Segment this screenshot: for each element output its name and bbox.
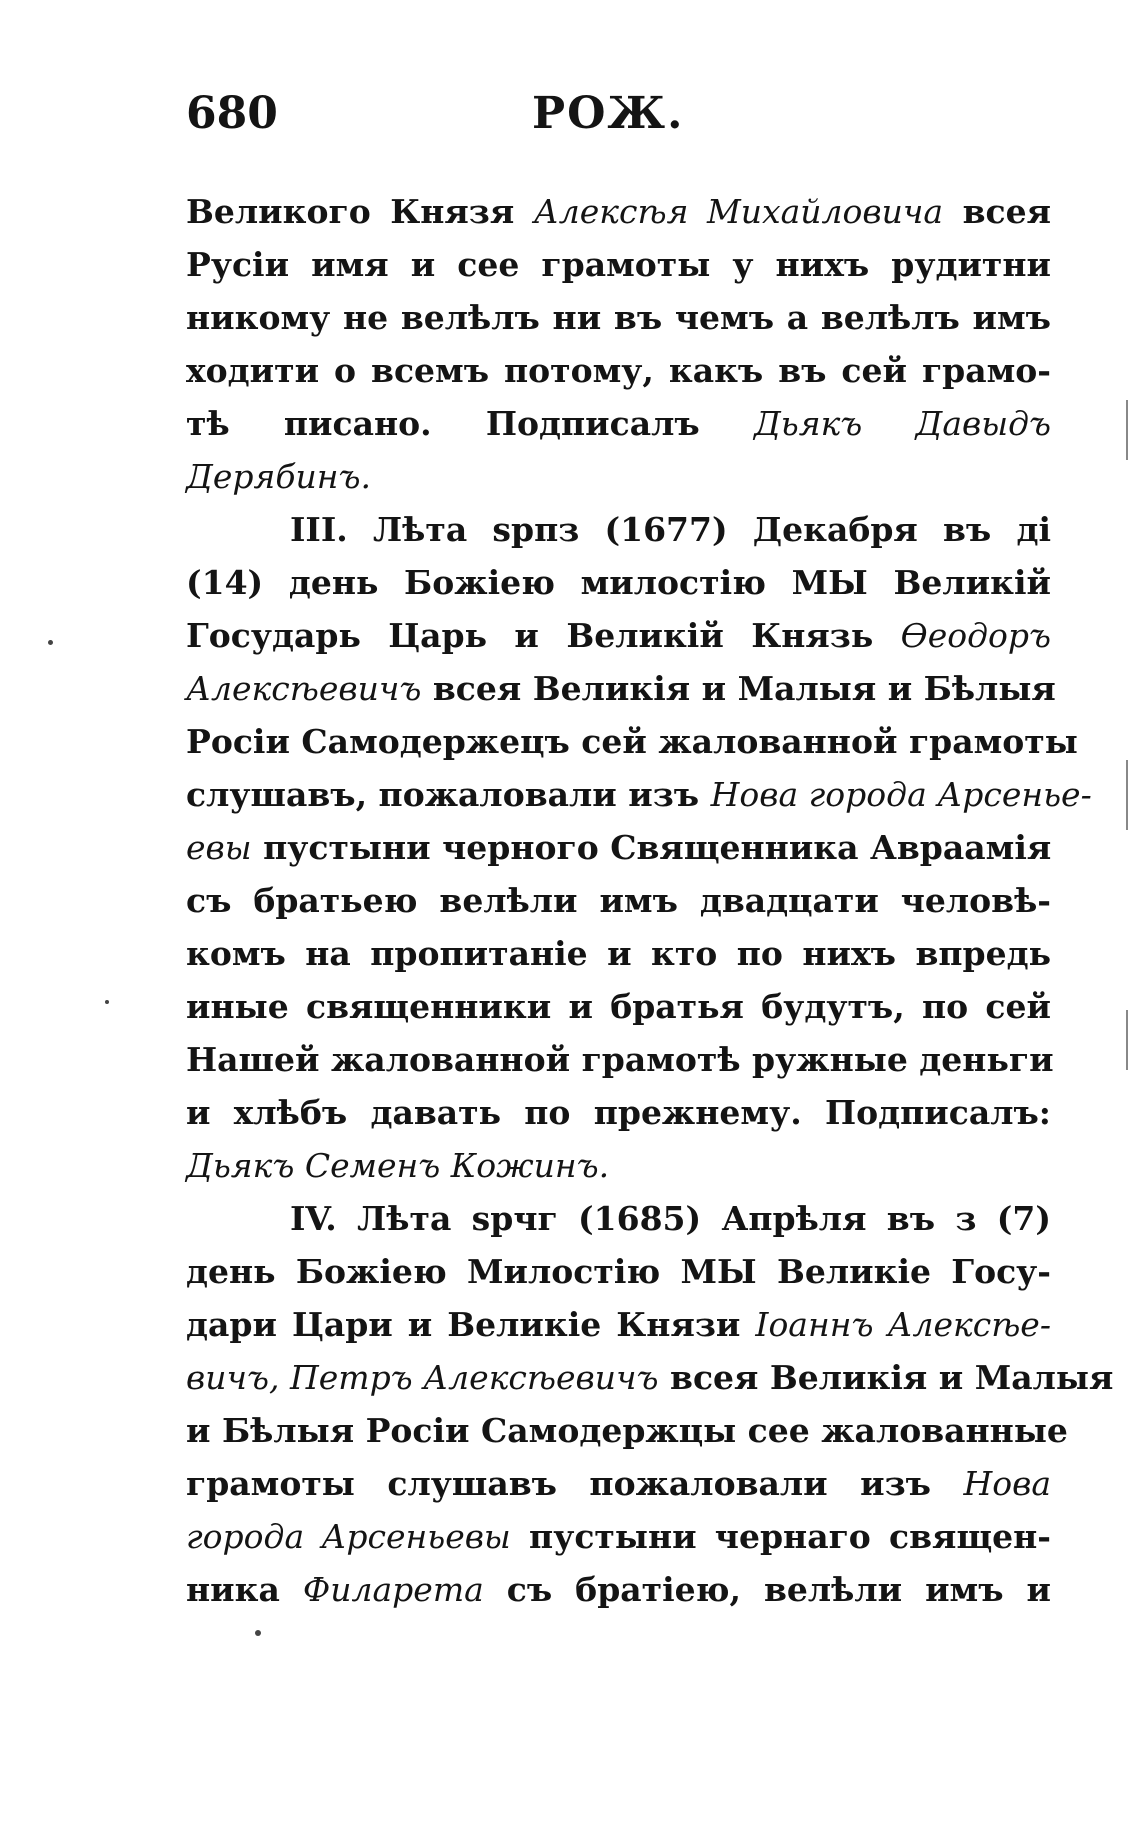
page-header: [186, 88, 1066, 158]
text-run: Великого Князя: [186, 192, 534, 231]
text-run: комъ на пропитаніе и кто по нихъ впредь: [186, 934, 1051, 973]
text-line: [186, 768, 1092, 821]
text-run: пустыни чернаго священ-: [510, 1517, 1051, 1556]
text-run: тѣ писано. Подписалъ: [186, 404, 754, 443]
text-run: IV. Лѣта ѕрчг (1685) Апрѣля въ з (7): [290, 1199, 1051, 1238]
text-line: [186, 1510, 1051, 1563]
text-line: [186, 1351, 1114, 1404]
text-run: Русіи имя и сее грамоты у нихъ рудитни: [186, 245, 1051, 284]
text-run: слушавъ, пожаловали изъ: [186, 775, 711, 814]
text-line: [186, 1245, 1051, 1298]
text-run: всея Великія и Малыя: [658, 1358, 1114, 1397]
italic-name: Іоаннъ Алексѣе-: [755, 1305, 1051, 1344]
text-line: [186, 874, 1051, 927]
text-line: [186, 1298, 1051, 1351]
text-line: [186, 238, 1051, 291]
text-line: [186, 450, 1051, 503]
italic-name: Нова города Арсенье-: [710, 775, 1092, 814]
text-line: [186, 1139, 1051, 1192]
italic-name: Филарета: [302, 1570, 484, 1609]
text-run: никому не велѣлъ ни въ чемъ а велѣлъ имъ: [186, 298, 1051, 337]
text-line: [186, 185, 1051, 238]
text-line: [186, 556, 1051, 609]
text-run: грамоты слушавъ пожаловали изъ: [186, 1464, 964, 1503]
text-line: [186, 980, 1051, 1033]
text-run: III. Лѣта ѕрпз (1677) Декабря въ ді: [290, 510, 1051, 549]
margin-rule: [1126, 400, 1128, 460]
italic-name: евы: [186, 828, 252, 867]
text-run: Государь Царь и Великій Князь: [186, 616, 901, 655]
text-line: [186, 291, 1051, 344]
page-number: 680: [186, 88, 278, 139]
italic-name: города Арсеньевы: [186, 1517, 511, 1556]
text-line: [186, 503, 1051, 556]
text-run: съ братіею, велѣли имъ и: [483, 1570, 1051, 1609]
text-run: всея Великія и Малыя и Бѣлыя: [421, 669, 1056, 708]
italic-name: вичъ, Петръ Алексѣевичъ: [186, 1358, 659, 1397]
text-line: [186, 1404, 1068, 1457]
text-run: съ братьею велѣли имъ двадцати человѣ-: [186, 881, 1051, 920]
scan-speck: [255, 1630, 261, 1636]
margin-rule: [1126, 1010, 1128, 1070]
text-line: [186, 927, 1051, 980]
text-run: и хлѣбъ давать по прежнему. Подписалъ:: [186, 1093, 1051, 1132]
text-line: [186, 397, 1051, 450]
text-run: пустыни черного Священника Авраамія: [251, 828, 1052, 867]
text-line: [186, 609, 1051, 662]
text-line: [186, 1563, 1051, 1616]
text-run: ника: [186, 1570, 303, 1609]
text-line: [186, 344, 1051, 397]
text-line: [186, 1192, 1051, 1245]
text-run: всея: [943, 192, 1051, 231]
italic-name: Ѳеодоръ: [900, 616, 1051, 655]
text-run: и Бѣлыя Росіи Самодержцы сее жалованные: [186, 1411, 1068, 1450]
italic-name: Алексѣя Михайловича: [533, 192, 944, 231]
text-line: [186, 1457, 1051, 1510]
scan-speck: [105, 1000, 109, 1004]
running-head: РОЖ.: [532, 88, 685, 139]
text-run: иные священники и братья будутъ, по сей: [186, 987, 1051, 1026]
text-line: [186, 1033, 1054, 1086]
text-run: ходити о всемъ потому, какъ въ сей грамо-: [186, 351, 1051, 390]
italic-name: Дьякъ Давыдъ: [753, 404, 1051, 443]
text-run: (14) день Божіею милостію МЫ Великій: [186, 563, 1051, 602]
text-run: Нашей жалованной грамотѣ ружные деньги: [186, 1040, 1054, 1079]
italic-name: Нова: [963, 1464, 1051, 1503]
text-run: дари Цари и Великіе Князи: [186, 1305, 756, 1344]
text-line: [186, 821, 1051, 874]
italic-name: Дьякъ Семенъ Кожинъ.: [186, 1146, 610, 1185]
text-run: день Божіею Милостію МЫ Великіе Госу-: [186, 1252, 1051, 1291]
text-line: [186, 715, 1078, 768]
italic-name: Дерябинъ.: [186, 457, 371, 496]
scan-speck: [48, 640, 53, 645]
text-run: Росіи Самодержецъ сей жалованной грамоты: [186, 722, 1078, 761]
margin-rule: [1126, 760, 1128, 830]
body-text: [186, 185, 1114, 1616]
text-line: [186, 1086, 1051, 1139]
italic-name: Алексѣевичъ: [186, 669, 422, 708]
text-line: [186, 662, 1056, 715]
